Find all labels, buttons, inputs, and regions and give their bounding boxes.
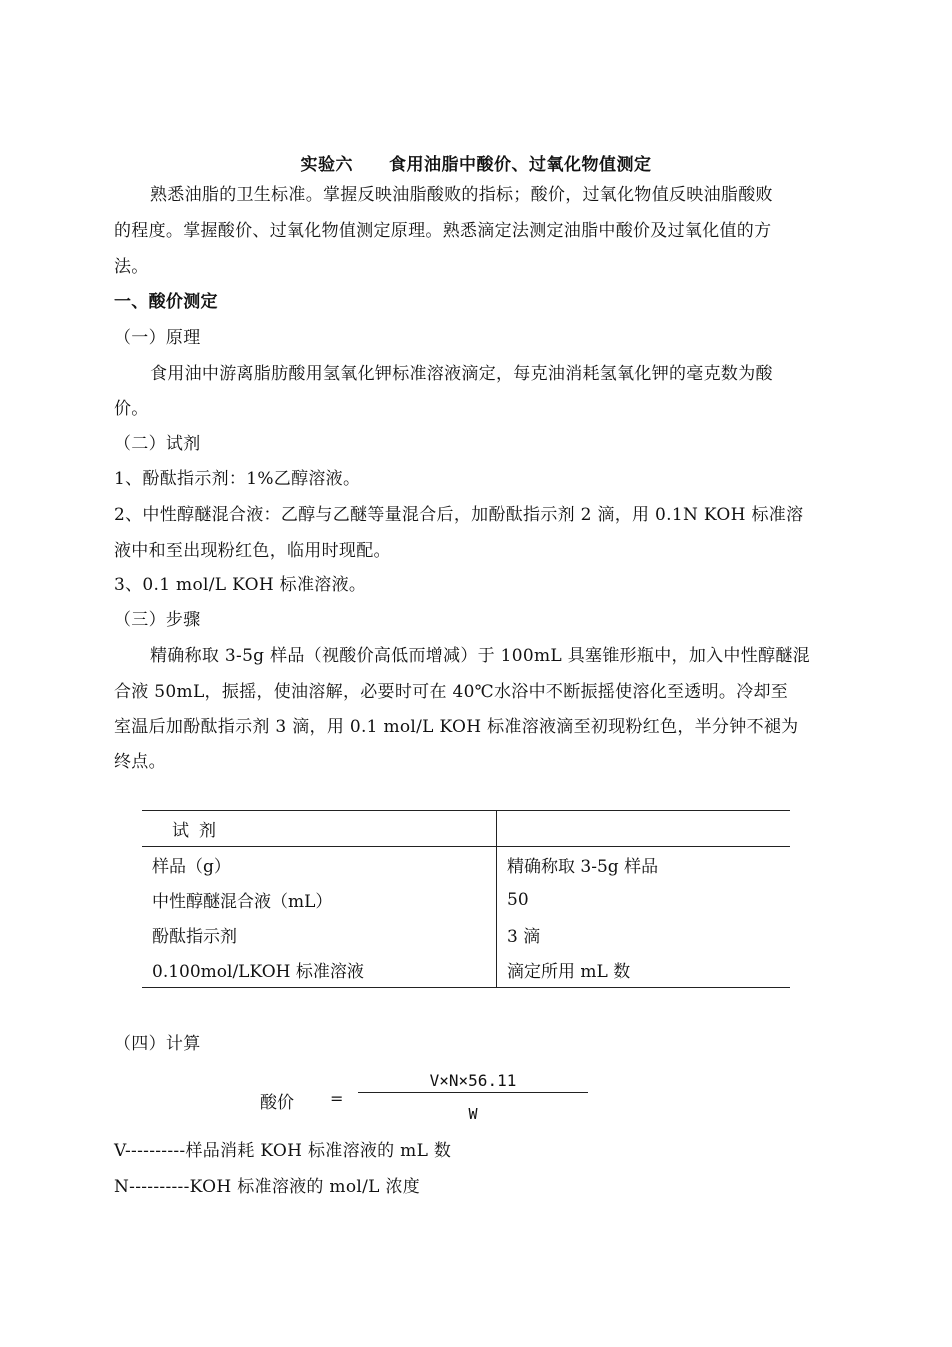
- table-cell: 50: [507, 889, 529, 910]
- fraction-bar: [358, 1092, 588, 1093]
- table-row: [142, 847, 790, 883]
- table-cell: 中性醇醚混合液（mL）: [142, 882, 497, 917]
- reagent-line: 2、中性醇醚混合液：乙醇与乙醚等量混合后，加酚酞指示剂 2 滴，用 0.1N KOH 标准溶: [114, 505, 804, 525]
- reagent-line: 液中和至出现粉红色，临用时现配。: [114, 541, 391, 561]
- variable-definition: N----------KOH 标准溶液的 mol/L 浓度: [114, 1177, 421, 1197]
- steps-line: 精确称取 3-5g 样品（视酸价高低而增减）于 100mL 具塞锥形瓶中，加入中性醇醚混: [150, 646, 810, 666]
- intro-line: 熟悉油脂的卫生标准。掌握反映油脂酸败的指标；酸价，过氧化物值反映油脂酸败: [150, 185, 773, 205]
- table-cell: 酚酞指示剂: [142, 917, 497, 952]
- intro-line: 法。: [114, 257, 149, 277]
- table-row: [142, 917, 790, 952]
- formula-numerator: V×N×56.11: [429, 1071, 517, 1090]
- reagent-line: 3、0.1 mol/L KOH 标准溶液。: [114, 575, 367, 595]
- table-cell: 样品（g）: [142, 847, 497, 883]
- table-header-cell: [497, 811, 791, 847]
- title-experiment-number: 实验六: [300, 155, 353, 175]
- document-title: [0, 150, 952, 175]
- table-row: [142, 952, 790, 988]
- table-header-cell: 试剂: [142, 811, 497, 847]
- subheading-principle: （一）原理: [114, 328, 201, 348]
- formula-denominator: W: [468, 1105, 478, 1123]
- steps-line: 终点。: [114, 752, 166, 772]
- principle-line: 食用油中游离脂肪酸用氢氧化钾标准溶液滴定，每克油消耗氢氧化钾的毫克数为酸: [150, 364, 773, 384]
- steps-line: 室温后加酚酞指示剂 3 滴，用 0.1 mol/L KOH 标准溶液滴至初现粉红色，半分钟不褪为: [114, 717, 799, 737]
- reagent-line: 1、酚酞指示剂：1%乙醇溶液。: [114, 469, 361, 489]
- table-row: [142, 882, 790, 917]
- principle-line: 价。: [114, 399, 149, 419]
- reagent-table: [142, 810, 790, 988]
- table-cell: 滴定所用 mL 数: [497, 952, 791, 988]
- formula-equals: =: [330, 1089, 344, 1108]
- variable-definition: V----------样品消耗 KOH 标准溶液的 mL 数: [114, 1141, 452, 1161]
- intro-line: 的程度。掌握酸价、过氧化物值测定原理。熟悉滴定法测定油脂中酸价及过氧化值的方: [114, 221, 772, 241]
- formula-label: 酸价: [260, 1093, 294, 1113]
- subheading-reagents: （二）试剂: [114, 434, 201, 454]
- table-cell: 3 滴: [507, 927, 541, 947]
- subheading-calculation: （四）计算: [114, 1034, 201, 1054]
- section-heading-acid-value: 一、酸价测定: [114, 292, 218, 312]
- table-cell: 精确称取 3-5g 样品: [507, 857, 659, 877]
- table-cell: 0.100mol/LKOH 标准溶液: [142, 952, 497, 988]
- steps-line: 合液 50mL，振摇，使油溶解，必要时可在 40℃水浴中不断振摇使溶化至透明。冷却至: [114, 682, 789, 702]
- title-text: 食用油脂中酸价、过氧化物值测定: [389, 155, 652, 175]
- table-header-row: [142, 811, 790, 847]
- subheading-steps: （三）步骤: [114, 610, 201, 630]
